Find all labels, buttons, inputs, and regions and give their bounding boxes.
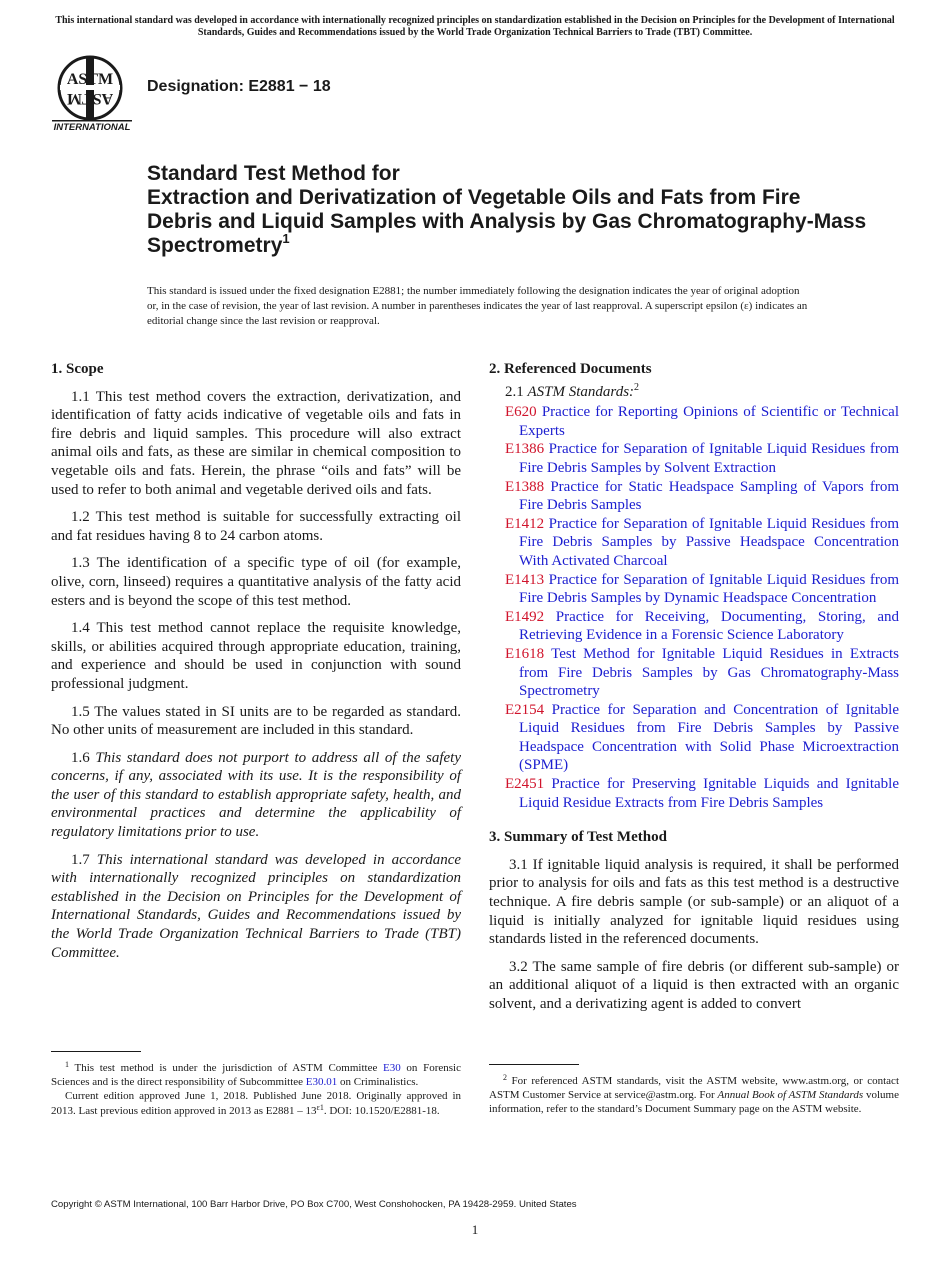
paragraph-3-1: 3.1 If ignitable liquid analysis is required, it shall be performed prior to analysis for oils and fats as this test method is a destructive technique. A fire debris sample (or sub-sample) or an aliquot of a liquid is initially analyzed for ignitable liquid residues using standards listed in the referenced documents. <box>489 856 899 948</box>
reference-code[interactable]: E620 <box>505 404 537 421</box>
paragraph-1-5: 1.5 The values stated in SI units are to be regarded as standard. No other units of measurement are included in this standard. <box>51 703 461 739</box>
reference-item[interactable] <box>489 440 899 477</box>
paragraph-1-7: 1.7 This international standard was developed in accordance with internationally recognized principles on standardization established in the Decision on Principles for the Development of International Standards, Guides and Recommendations issued by the World Trade Organization Technical Barriers to Trade (TBT) Committee. <box>51 851 462 961</box>
paragraph-1-2: 1.2 This test method is suitable for successfully extracting oil and fat residues having 8 to 24 carbon atoms. <box>51 509 461 544</box>
reference-title[interactable]: Practice for Reporting Opinions of Scientific or Technical Experts <box>519 404 899 439</box>
footnote-rule-left <box>51 1051 141 1052</box>
reference-item[interactable] <box>489 571 899 608</box>
reference-code[interactable]: E1618 <box>505 645 545 662</box>
section-heading-referenced-documents: 2. Referenced Documents <box>489 361 652 377</box>
footnote-2: $^2$ For referenced ASTM standards, visit the ASTM website, www.astm.org, or contact ASTM Customer Service at service@astm.org. For Annual Book of ASTM Standards volume information, refer to the standard’s Document Summary page on the ASTM website. <box>489 1073 899 1116</box>
footnote-rule-right <box>489 1064 579 1065</box>
reference-item[interactable] <box>489 701 899 775</box>
paragraph-1-3: 1.3 The identification of a specific type of oil (for example, olive, corn, linseed) requires a quantitative analysis of the fatty acid esters and is beyond the scope of this test method. <box>51 555 461 609</box>
copyright-line: Copyright © ASTM International, 100 Barr Harbor Drive, PO Box C700, West Conshohocken, PA 19428-2959. United States <box>51 1199 577 1210</box>
paragraph-3-2: 3.2 The same sample of fire debris (or different sub-sample) or an additional aliquot of a liquid is then extracted with an organic solvent, and a derivatizing agent is added to convert <box>489 958 899 1012</box>
reference-title[interactable]: Practice for Separation and Concentration of Ignitable Liquid Residues from Fire Debris Samples by Passive Headspace Concentration with Solid Phase Microextraction (SPME) <box>519 701 899 774</box>
reference-item[interactable] <box>489 775 899 812</box>
committee-link[interactable]: E30 <box>383 1062 401 1074</box>
standardization-notice: This international standard was developed in accordance with internationally recognized principles on standardization established in the Decision on Principles for the Development of International Standards, Guides and Recommendations issued by the World Trade Organization Technical Barriers to Trade (TBT) Committee. <box>55 15 895 38</box>
reference-title[interactable]: Practice for Preserving Ignitable Liquids and Ignitable Liquid Residue Extracts from Fire Debris Samples <box>519 776 899 811</box>
reference-code[interactable]: E1413 <box>505 571 545 588</box>
reference-list <box>489 403 899 812</box>
designation: Designation: E2881 − 18 <box>147 78 331 95</box>
right-column <box>489 360 899 1023</box>
reference-item[interactable] <box>489 403 899 440</box>
astm-logo <box>50 52 134 134</box>
paragraph-1-4: 1.4 This test method cannot replace the requisite knowledge, skills, or abilities acquired through appropriate education, training, and experience and should be used in conjunction with sound professional judgment. <box>51 620 461 692</box>
section-heading-summary: 3. Summary of Test Method <box>489 829 667 846</box>
paragraph-1-6: 1.6 This standard does not purport to address all of the safety concerns, if any, associated with its use. It is the responsibility of the user of this standard to establish appropriate safety, health, and environmental practices and determine the applicability of regulatory limitations prior to use. <box>51 749 462 841</box>
section-heading-scope: 1. Scope <box>51 361 104 377</box>
astm-logo-icon <box>50 52 134 134</box>
title-line-2: Extraction and Derivatization of Vegetable Oils and Fats from Fire Debris and Liquid Samples with Analysis by Gas Chromatography-Mass Spectrometry$^1$ <box>147 186 867 257</box>
page-number: 1 <box>471 1222 479 1237</box>
reference-code[interactable]: E1386 <box>505 441 545 458</box>
reference-code[interactable]: E1412 <box>505 515 545 532</box>
svg-text:ASTM: ASTM <box>66 90 114 107</box>
reference-code[interactable]: E2154 <box>505 701 545 718</box>
document-title <box>147 162 867 258</box>
paragraph-1-1: 1.1 This test method covers the extraction, derivatization, and identification of fatty acids indicative of vegetable oils and fats in fire debris and liquid samples. This procedure will also extract animal oils and fats, as these are similar in chemical composition to vegetable oils and fats. Herein, the phrase “oils and fats” will be used to refer to both animal and vegetable derived oils and fats. <box>51 388 461 498</box>
reference-code[interactable]: E2451 <box>505 776 545 793</box>
reference-title[interactable]: Practice for Separation of Ignitable Liquid Residues from Fire Debris Samples by Dynamic Headspace Concentration <box>519 571 899 607</box>
footnote-1: $^1$ This test method is under the jurisdiction of ASTM Committee E30 on Forensic Sciences and is the direct responsibility of Subcommittee E30.01 on Criminalistics. Current edition approved June 1, 2018. Published June 2018. Originally approved in 2013. Last previous edition approved in 2013 as $E2881 - 13^{\varepsilon 1}$. DOI: 10.1520/E2881-18. <box>51 1060 461 1117</box>
issued-note: This standard is issued under the fixed designation E2881; the number immediately following the designation indicates the year of original adoption or, in the case of revision, the year of last revision. A number in parentheses indicates the year of last reapproval. A superscript epsilon (ε) indicates an editorial change since the last revision or reapproval. <box>147 285 808 327</box>
reference-item[interactable] <box>489 478 899 515</box>
title-footnote-mark: 1 <box>282 231 290 246</box>
astm-standards-subheading: 2.1 ASTM Standards:$^2$ <box>505 381 640 400</box>
subcommittee-link[interactable]: E30.01 <box>305 1076 338 1089</box>
reference-item[interactable] <box>489 515 899 571</box>
reference-title[interactable]: Practice for Static Headspace Sampling of Vapors from Fire Debris Samples <box>519 478 899 514</box>
reference-title[interactable]: Practice for Separation of Ignitable Liquid Residues from Fire Debris Samples by Solvent Extraction <box>519 441 899 476</box>
reference-title[interactable]: Practice for Receiving, Documenting, Storing, and Retrieving Evidence in a Forensic Science Laboratory <box>519 608 900 644</box>
reference-item[interactable] <box>489 608 899 645</box>
reference-title[interactable]: Practice for Separation of Ignitable Liquid Residues from Fire Debris Samples by Passive Headspace Concentration With Activated Charcoal <box>519 515 899 569</box>
reference-title[interactable]: Test Method for Ignitable Liquid Residues in Extracts from Fire Debris Samples by Gas Chromatography-Mass Spectrometry <box>519 645 899 700</box>
left-column <box>51 360 461 971</box>
title-line-1: Standard Test Method for <box>147 162 400 185</box>
logo-bottom-text: INTERNATIONAL <box>53 122 131 133</box>
reference-item[interactable] <box>489 645 899 701</box>
reference-code[interactable]: E1388 <box>505 478 545 495</box>
logo-top-text: ASTM <box>66 71 114 88</box>
reference-code[interactable]: E1492 <box>505 608 545 625</box>
